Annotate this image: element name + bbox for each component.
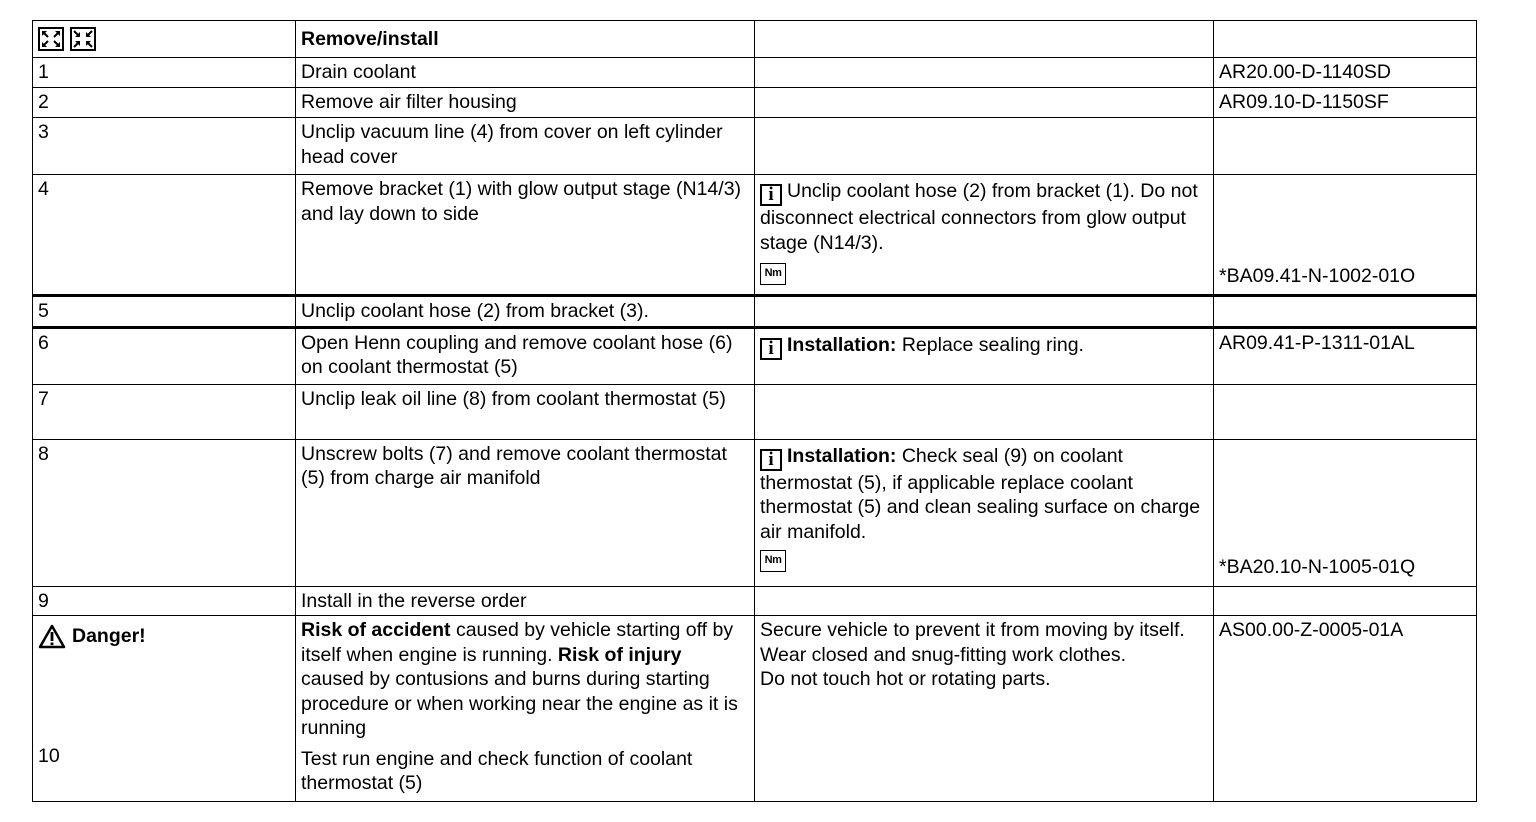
- note-label: Installation:: [787, 333, 897, 356]
- table-row: [33, 384, 1477, 439]
- measure-item: Do not touch hot or rotating parts.: [760, 668, 1051, 690]
- header-icons-cell: [33, 21, 296, 58]
- step-note: [755, 58, 1214, 88]
- table-row: [33, 175, 1477, 296]
- table-row: [33, 586, 1477, 616]
- step-text: Install in the reverse order: [296, 586, 755, 616]
- step-number: 5: [33, 296, 296, 328]
- header-row: [33, 21, 1477, 58]
- step-note: [755, 88, 1214, 118]
- collapse-arrows-icon[interactable]: [70, 27, 96, 51]
- header-empty-3: [755, 21, 1214, 58]
- step-text: Drain coolant: [296, 58, 755, 88]
- table-row: [33, 327, 1477, 384]
- torque-nm-icon[interactable]: Nm: [760, 550, 786, 572]
- table-row: [33, 439, 1477, 586]
- step-note: [755, 327, 1214, 384]
- step-number: 7: [33, 384, 296, 439]
- step-number: 1: [33, 58, 296, 88]
- note-text: Unclip coolant hose (2) from bracket (1). Do not disconnect electrical connectors from glow output stage (N14/3).: [760, 180, 1198, 254]
- risk-accident-label: Risk of accident: [301, 619, 451, 641]
- danger-measures-cell: [755, 616, 1214, 802]
- danger-row: [33, 616, 1477, 802]
- info-icon[interactable]: i: [760, 338, 782, 360]
- step-text: Unclip vacuum line (4) from cover on left cylinder head cover: [296, 118, 755, 175]
- risk-injury-text: caused by contusions and burns during starting procedure or when working near the engine as it is running: [301, 668, 738, 739]
- note-label: Installation:: [787, 444, 897, 467]
- step-note: [755, 296, 1214, 328]
- torque-nm-icon[interactable]: Nm: [760, 263, 786, 285]
- step-note: [755, 384, 1214, 439]
- risk-accident-text: caused by vehicle starting off by itself when engine is running.: [301, 619, 734, 666]
- danger-warning: [38, 624, 290, 649]
- step-number: 9: [33, 586, 296, 616]
- step-ref-link[interactable]: *BA20.10-N-1005-01Q: [1219, 556, 1416, 578]
- step-number: 3: [33, 118, 296, 175]
- risk-injury-label: Risk of injury: [557, 643, 682, 666]
- header-title: Remove/install: [296, 21, 755, 58]
- step-note: [755, 118, 1214, 175]
- step-note: [755, 175, 1214, 296]
- step-ref-empty: [1214, 118, 1477, 175]
- step-note: [755, 439, 1214, 586]
- danger-risk-cell: [296, 616, 755, 802]
- table-row: [33, 58, 1477, 88]
- step-number: 2: [33, 88, 296, 118]
- danger-cell: [33, 616, 296, 802]
- danger-ref-link[interactable]: AS00.00-Z-0005-01A: [1214, 616, 1477, 802]
- info-icon[interactable]: i: [760, 184, 782, 206]
- table-row: [33, 296, 1477, 328]
- step-ref-empty: [1214, 296, 1477, 328]
- expand-arrows-icon[interactable]: [38, 27, 64, 51]
- step-number: 8: [33, 439, 296, 586]
- step-number: 4: [33, 175, 296, 296]
- step-number: 10: [38, 745, 60, 767]
- step-ref-link[interactable]: *BA09.41-N-1002-01O: [1219, 264, 1416, 287]
- step-note: [755, 586, 1214, 616]
- danger-risk-text: [301, 618, 749, 741]
- note-text: Replace sealing ring.: [901, 333, 1084, 356]
- step-ref-link[interactable]: AR09.10-D-1150SF: [1214, 88, 1477, 118]
- step-text: Unclip coolant hose (2) from bracket (3).: [296, 296, 755, 328]
- step-ref-cell: [1214, 175, 1477, 296]
- step-ref-empty: [1214, 586, 1477, 616]
- step-ref-cell: [1214, 439, 1477, 586]
- table-row: [33, 118, 1477, 175]
- step-ref-empty: [1214, 384, 1477, 439]
- warning-triangle-icon: [38, 624, 66, 649]
- info-icon[interactable]: i: [760, 449, 782, 471]
- step-text: Open Henn coupling and remove coolant hose (6) on coolant thermostat (5): [296, 327, 755, 384]
- step-number: 6: [33, 327, 296, 384]
- table-row: [33, 88, 1477, 118]
- step-ref-link[interactable]: AR20.00-D-1140SD: [1214, 58, 1477, 88]
- note-text: Check seal (9) on coolant thermostat (5), if applicable replace coolant thermostat (5) and clean sealing surface on charge air manifold.: [760, 444, 1201, 543]
- step-text: Remove bracket (1) with glow output stage (N14/3) and lay down to side: [296, 175, 755, 296]
- step-text: Test run engine and check function of coolant thermostat (5): [301, 747, 693, 794]
- measure-item: Secure vehicle to prevent it from moving by itself.: [760, 619, 1185, 641]
- step-text: Unscrew bolts (7) and remove coolant thermostat (5) from charge air manifold: [296, 439, 755, 586]
- step-ref-link[interactable]: AR09.41-P-1311-01AL: [1214, 327, 1477, 384]
- procedure-table: [32, 20, 1477, 802]
- step-text: Unclip leak oil line (8) from coolant thermostat (5): [296, 384, 755, 439]
- measure-item: Wear closed and snug-fitting work clothes.: [760, 643, 1126, 666]
- header-empty-4: [1214, 21, 1477, 58]
- step-text: Remove air filter housing: [296, 88, 755, 118]
- danger-label: Danger!: [72, 625, 146, 648]
